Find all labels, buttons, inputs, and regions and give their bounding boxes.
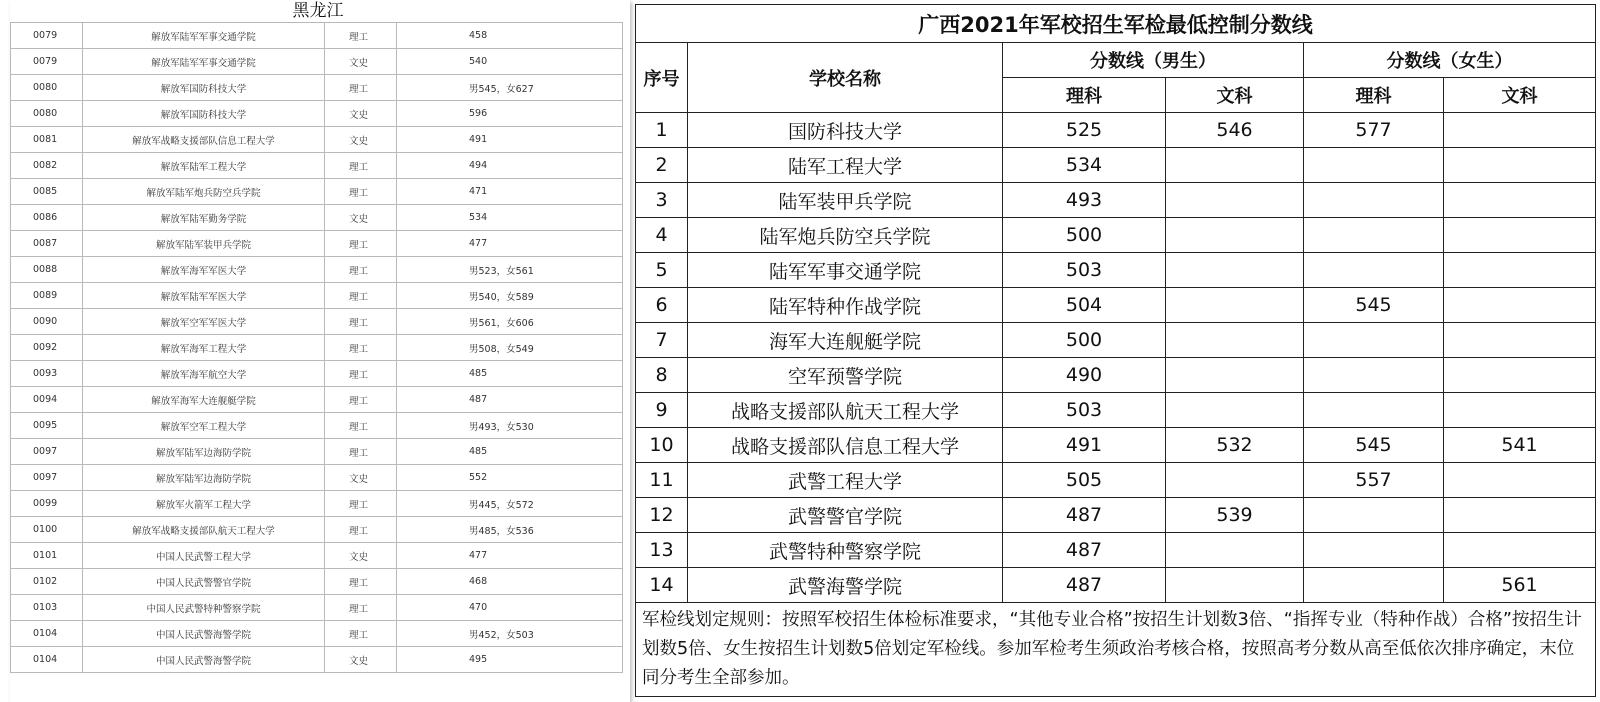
- school-cell: 战略支援部队航天工程大学: [688, 393, 1003, 428]
- male-arts-cell: [1166, 288, 1304, 323]
- category-cell: 理工: [325, 153, 397, 179]
- school-cell: 战略支援部队信息工程大学: [688, 428, 1003, 463]
- table-row: [11, 127, 623, 153]
- score-cell: 596: [397, 101, 623, 127]
- female-arts-cell: [1444, 288, 1596, 323]
- score-cell: 男445，女572: [397, 491, 623, 517]
- male-arts-cell: [1166, 393, 1304, 428]
- code-cell: 0102: [11, 569, 83, 595]
- table-row: [11, 569, 623, 595]
- male-arts-cell: [1166, 463, 1304, 498]
- score-cell: 男485，女536: [397, 517, 623, 543]
- table-row: [636, 498, 1596, 533]
- category-cell: 理工: [325, 283, 397, 309]
- index-cell: 13: [636, 533, 688, 568]
- score-cell: 458: [397, 23, 623, 49]
- female-science-cell: 557: [1304, 463, 1444, 498]
- code-cell: 0103: [11, 595, 83, 621]
- table-row: [636, 323, 1596, 358]
- category-cell: 理工: [325, 387, 397, 413]
- note-row: [636, 603, 1596, 697]
- score-cell: 495: [397, 647, 623, 673]
- male-science-cell: 503: [1003, 253, 1166, 288]
- code-cell: 0100: [11, 517, 83, 543]
- school-cell: 武警工程大学: [688, 463, 1003, 498]
- category-cell: 理工: [325, 439, 397, 465]
- code-cell: 0090: [11, 309, 83, 335]
- table-row: [636, 253, 1596, 288]
- school-cell: 解放军陆军边海防学院: [83, 439, 325, 465]
- school-cell: 解放军空军军医大学: [83, 309, 325, 335]
- table-row: [11, 361, 623, 387]
- female-arts-cell: [1444, 253, 1596, 288]
- school-cell: 国防科技大学: [688, 113, 1003, 148]
- female-science-cell: [1304, 323, 1444, 358]
- school-cell: 解放军陆军勤务学院: [83, 205, 325, 231]
- female-arts-cell: [1444, 358, 1596, 393]
- male-science-cell: 500: [1003, 323, 1166, 358]
- index-cell: 4: [636, 218, 688, 253]
- header-male-arts: 文科: [1166, 78, 1304, 113]
- header-female-science: 理科: [1304, 78, 1444, 113]
- code-cell: 0086: [11, 205, 83, 231]
- female-science-cell: [1304, 148, 1444, 183]
- heilongjiang-title: 黑龙江: [292, 1, 344, 21]
- category-cell: 文史: [325, 205, 397, 231]
- school-cell: 武警特种警察学院: [688, 533, 1003, 568]
- heilongjiang-table: [10, 22, 623, 673]
- female-science-cell: [1304, 183, 1444, 218]
- table-row: [11, 205, 623, 231]
- index-cell: 7: [636, 323, 688, 358]
- code-cell: 0104: [11, 621, 83, 647]
- female-arts-cell: [1444, 323, 1596, 358]
- male-arts-cell: [1166, 323, 1304, 358]
- school-cell: 解放军陆军工程大学: [83, 153, 325, 179]
- female-science-cell: [1304, 218, 1444, 253]
- category-cell: 理工: [325, 179, 397, 205]
- guangxi-panel: [635, 4, 1595, 697]
- male-science-cell: 534: [1003, 148, 1166, 183]
- female-arts-cell: [1444, 533, 1596, 568]
- index-cell: 6: [636, 288, 688, 323]
- school-cell: 中国人民武警特种警察学院: [83, 595, 325, 621]
- male-arts-cell: [1166, 253, 1304, 288]
- female-science-cell: [1304, 498, 1444, 533]
- female-science-cell: [1304, 358, 1444, 393]
- table-row: [11, 75, 623, 101]
- score-cell: 491: [397, 127, 623, 153]
- score-cell: 477: [397, 543, 623, 569]
- table-row: [636, 463, 1596, 498]
- table-row: [11, 283, 623, 309]
- score-cell: 468: [397, 569, 623, 595]
- heilongjiang-table-body: [11, 23, 623, 673]
- female-arts-cell: [1444, 218, 1596, 253]
- score-cell: 男493，女530: [397, 413, 623, 439]
- table-row: [11, 153, 623, 179]
- school-cell: 解放军海军大连舰艇学院: [83, 387, 325, 413]
- score-cell: 男545，女627: [397, 75, 623, 101]
- code-cell: 0079: [11, 49, 83, 75]
- category-cell: 理工: [325, 231, 397, 257]
- school-cell: 解放军海军工程大学: [83, 335, 325, 361]
- female-science-cell: [1304, 393, 1444, 428]
- score-cell: 男508，女549: [397, 335, 623, 361]
- male-arts-cell: [1166, 183, 1304, 218]
- female-arts-cell: 561: [1444, 568, 1596, 603]
- category-cell: 理工: [325, 335, 397, 361]
- school-cell: 解放军火箭军工程大学: [83, 491, 325, 517]
- female-science-cell: 577: [1304, 113, 1444, 148]
- male-arts-cell: [1166, 148, 1304, 183]
- score-cell: 485: [397, 439, 623, 465]
- school-cell: 解放军海军军医大学: [83, 257, 325, 283]
- male-science-cell: 505: [1003, 463, 1166, 498]
- table-row: [11, 543, 623, 569]
- table-row: [636, 113, 1596, 148]
- code-cell: 0088: [11, 257, 83, 283]
- school-cell: 解放军空军工程大学: [83, 413, 325, 439]
- score-cell: 552: [397, 465, 623, 491]
- table-row: [11, 179, 623, 205]
- category-cell: 文史: [325, 49, 397, 75]
- index-cell: 5: [636, 253, 688, 288]
- female-arts-cell: [1444, 183, 1596, 218]
- male-arts-cell: 546: [1166, 113, 1304, 148]
- female-arts-cell: [1444, 113, 1596, 148]
- school-cell: 解放军陆军边海防学院: [83, 465, 325, 491]
- school-cell: 中国人民武警警官学院: [83, 569, 325, 595]
- school-cell: 解放军陆军装甲兵学院: [83, 231, 325, 257]
- table-row: [11, 335, 623, 361]
- male-arts-cell: [1166, 218, 1304, 253]
- school-cell: 解放军海军航空大学: [83, 361, 325, 387]
- table-row: [11, 49, 623, 75]
- score-cell: 477: [397, 231, 623, 257]
- code-cell: 0080: [11, 101, 83, 127]
- male-arts-cell: 539: [1166, 498, 1304, 533]
- table-row: [11, 491, 623, 517]
- female-arts-cell: [1444, 463, 1596, 498]
- school-cell: 空军预警学院: [688, 358, 1003, 393]
- category-cell: 理工: [325, 595, 397, 621]
- score-cell: 471: [397, 179, 623, 205]
- guangxi-table: [635, 4, 1596, 697]
- code-cell: 0081: [11, 127, 83, 153]
- index-cell: 1: [636, 113, 688, 148]
- school-cell: 解放军陆军军事交通学院: [83, 49, 325, 75]
- header-index: 序号: [636, 43, 688, 113]
- table-row: [11, 309, 623, 335]
- table-row: [11, 439, 623, 465]
- male-science-cell: 525: [1003, 113, 1166, 148]
- index-cell: 8: [636, 358, 688, 393]
- category-cell: 理工: [325, 75, 397, 101]
- table-row: [636, 218, 1596, 253]
- code-cell: 0099: [11, 491, 83, 517]
- male-science-cell: 490: [1003, 358, 1166, 393]
- category-cell: 理工: [325, 413, 397, 439]
- table-row: [11, 465, 623, 491]
- category-cell: 文史: [325, 101, 397, 127]
- female-science-cell: [1304, 253, 1444, 288]
- score-cell: 470: [397, 595, 623, 621]
- table-row: [11, 101, 623, 127]
- index-cell: 3: [636, 183, 688, 218]
- male-science-cell: 504: [1003, 288, 1166, 323]
- table-row: [11, 257, 623, 283]
- female-arts-cell: [1444, 148, 1596, 183]
- table-row: [11, 23, 623, 49]
- rules-note: 军检线划定规则：按照军校招生体检标准要求，“其他专业合格”按招生计划数3倍、“指挥专业（特种作战）合格”按招生计划数5倍、女生按招生计划数5倍划定军检线。参加军检考生须政治考核合格，按照高考分数从高至低依次排序确定，末位同分考生全部参加。: [636, 603, 1596, 697]
- table-row: [636, 533, 1596, 568]
- male-science-cell: 487: [1003, 533, 1166, 568]
- male-arts-cell: [1166, 533, 1304, 568]
- table-row: [11, 231, 623, 257]
- table-row: [636, 288, 1596, 323]
- score-cell: 534: [397, 205, 623, 231]
- table-row: [11, 413, 623, 439]
- score-cell: 487: [397, 387, 623, 413]
- category-cell: 理工: [325, 361, 397, 387]
- code-cell: 0092: [11, 335, 83, 361]
- score-cell: 494: [397, 153, 623, 179]
- female-science-cell: 545: [1304, 288, 1444, 323]
- table-row: [636, 568, 1596, 603]
- index-cell: 10: [636, 428, 688, 463]
- score-cell: 男561，女606: [397, 309, 623, 335]
- table-row: [636, 148, 1596, 183]
- school-cell: 解放军陆军军医大学: [83, 283, 325, 309]
- score-cell: 540: [397, 49, 623, 75]
- school-cell: 武警警官学院: [688, 498, 1003, 533]
- code-cell: 0085: [11, 179, 83, 205]
- index-cell: 14: [636, 568, 688, 603]
- header-female-group: 分数线（女生）: [1304, 43, 1596, 78]
- school-cell: 陆军特种作战学院: [688, 288, 1003, 323]
- male-arts-cell: 532: [1166, 428, 1304, 463]
- code-cell: 0093: [11, 361, 83, 387]
- code-cell: 0101: [11, 543, 83, 569]
- school-cell: 解放军国防科技大学: [83, 75, 325, 101]
- heilongjiang-panel: [10, 0, 626, 702]
- code-cell: 0079: [11, 23, 83, 49]
- score-cell: 男523，女561: [397, 257, 623, 283]
- index-cell: 2: [636, 148, 688, 183]
- school-cell: 陆军装甲兵学院: [688, 183, 1003, 218]
- school-cell: 陆军军事交通学院: [688, 253, 1003, 288]
- category-cell: 理工: [325, 517, 397, 543]
- school-cell: 解放军陆军军事交通学院: [83, 23, 325, 49]
- header-school: 学校名称: [688, 43, 1003, 113]
- male-science-cell: 487: [1003, 498, 1166, 533]
- category-cell: 理工: [325, 491, 397, 517]
- index-cell: 9: [636, 393, 688, 428]
- table-row: [636, 358, 1596, 393]
- school-cell: 解放军国防科技大学: [83, 101, 325, 127]
- school-cell: 中国人民武警海警学院: [83, 647, 325, 673]
- code-cell: 0097: [11, 439, 83, 465]
- school-cell: 解放军陆军炮兵防空兵学院: [83, 179, 325, 205]
- table-row: [11, 621, 623, 647]
- category-cell: 理工: [325, 23, 397, 49]
- table-row: [11, 595, 623, 621]
- female-arts-cell: 541: [1444, 428, 1596, 463]
- school-cell: 解放军战略支援部队信息工程大学: [83, 127, 325, 153]
- school-cell: 中国人民武警工程大学: [83, 543, 325, 569]
- table-row: [636, 428, 1596, 463]
- code-cell: 0082: [11, 153, 83, 179]
- table-row: [636, 393, 1596, 428]
- school-cell: 陆军工程大学: [688, 148, 1003, 183]
- female-arts-cell: [1444, 498, 1596, 533]
- index-cell: 11: [636, 463, 688, 498]
- category-cell: 文史: [325, 127, 397, 153]
- male-science-cell: 493: [1003, 183, 1166, 218]
- table-row: [11, 387, 623, 413]
- male-science-cell: 487: [1003, 568, 1166, 603]
- male-arts-cell: [1166, 358, 1304, 393]
- category-cell: 理工: [325, 309, 397, 335]
- category-cell: 理工: [325, 257, 397, 283]
- code-cell: 0080: [11, 75, 83, 101]
- category-cell: 文史: [325, 647, 397, 673]
- female-arts-cell: [1444, 393, 1596, 428]
- score-cell: 男452，女503: [397, 621, 623, 647]
- category-cell: 理工: [325, 569, 397, 595]
- male-arts-cell: [1166, 568, 1304, 603]
- code-cell: 0095: [11, 413, 83, 439]
- header-male-science: 理科: [1003, 78, 1166, 113]
- header-male-group: 分数线（男生）: [1003, 43, 1304, 78]
- female-science-cell: [1304, 533, 1444, 568]
- female-science-cell: [1304, 568, 1444, 603]
- index-cell: 12: [636, 498, 688, 533]
- school-cell: 海军大连舰艇学院: [688, 323, 1003, 358]
- male-science-cell: 503: [1003, 393, 1166, 428]
- table-title: 广西2021年军校招生军检最低控制分数线: [636, 5, 1596, 43]
- female-science-cell: 545: [1304, 428, 1444, 463]
- category-cell: 文史: [325, 465, 397, 491]
- male-science-cell: 500: [1003, 218, 1166, 253]
- header-female-arts: 文科: [1444, 78, 1596, 113]
- school-cell: 武警海警学院: [688, 568, 1003, 603]
- code-cell: 0089: [11, 283, 83, 309]
- code-cell: 0087: [11, 231, 83, 257]
- code-cell: 0094: [11, 387, 83, 413]
- school-cell: 陆军炮兵防空兵学院: [688, 218, 1003, 253]
- school-cell: 解放军战略支援部队航天工程大学: [83, 517, 325, 543]
- score-cell: 男540，女589: [397, 283, 623, 309]
- score-cell: 485: [397, 361, 623, 387]
- category-cell: 理工: [325, 621, 397, 647]
- code-cell: 0104: [11, 647, 83, 673]
- code-cell: 0097: [11, 465, 83, 491]
- male-science-cell: 491: [1003, 428, 1166, 463]
- school-cell: 中国人民武警海警学院: [83, 621, 325, 647]
- category-cell: 文史: [325, 543, 397, 569]
- table-row: [11, 647, 623, 673]
- table-row: [11, 517, 623, 543]
- table-row: [636, 183, 1596, 218]
